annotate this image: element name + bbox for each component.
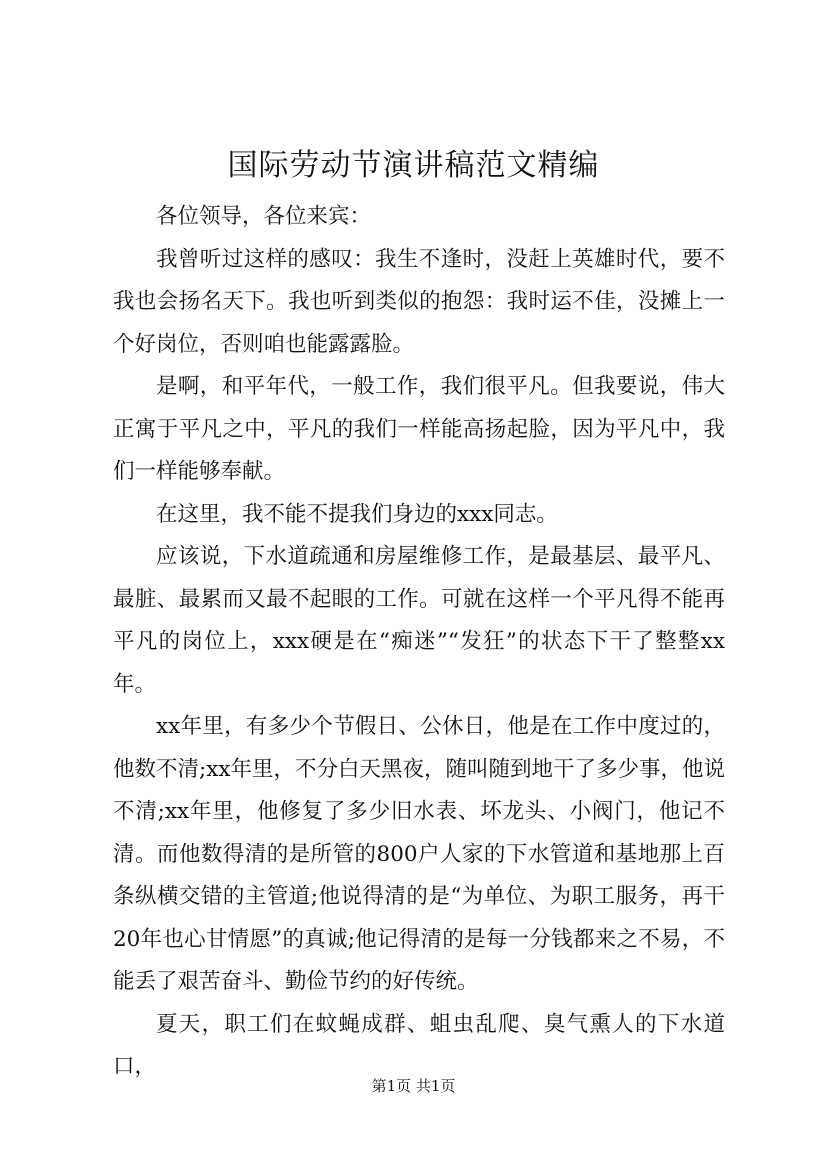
paragraph: 夏天，职工们在蚊蝇成群、蛆虫乱爬、臭气熏人的下水道口， (113, 1011, 725, 1079)
paragraph: xx年里，有多少个节假日、公休日，他是在工作中度过的，他数不清;xx年里，不分白天黑夜，随叫随到地干了多少事，他说不清;xx年里，他修复了多少旧水表、坏龙头、小阀门，他记不清。而他数得清的是所管的800户人家的下水管道和基地那上百条纵横交错的主管道;他说得清的是“为单位、为职工服务，再干20年也心甘情愿”的真诚;他记得清的是每一分钱都来之不易，不能丢了艰苦奋斗、勤俭节约的好传统。 (113, 714, 725, 994)
paragraph: 我曾听过这样的感叹：我生不逢时，没赶上英雄时代，要不我也会扬名天下。我也听到类似的抱怨：我时运不佳，没摊上一个好岗位，否则咱也能露露脸。 (113, 246, 725, 357)
paragraph: 应该说，下水道疏通和房屋维修工作，是最基层、最平凡、最脏、最累而又最不起眼的工作。可就在这样一个平凡得不能再平凡的岗位上，xxx硬是在“痴迷”“发狂”的状态下干了整整xx年。 (113, 544, 725, 697)
paragraph: 是啊，和平年代，一般工作，我们很平凡。但我要说，伟大正寓于平凡之中，平凡的我们一样能高扬起脸，因为平凡中，我们一样能够奉献。 (113, 374, 725, 484)
document-body (113, 196, 725, 1089)
paragraph: 在这里，我不能不提我们身边的xxx同志。 (156, 501, 558, 527)
paragraph-salutation: 各位领导，各位来宾： (156, 204, 372, 229)
page-number-footer: 第1页 共1页 (371, 1077, 456, 1095)
document-title: 国际劳动节演讲稿范文精编 (227, 148, 600, 183)
